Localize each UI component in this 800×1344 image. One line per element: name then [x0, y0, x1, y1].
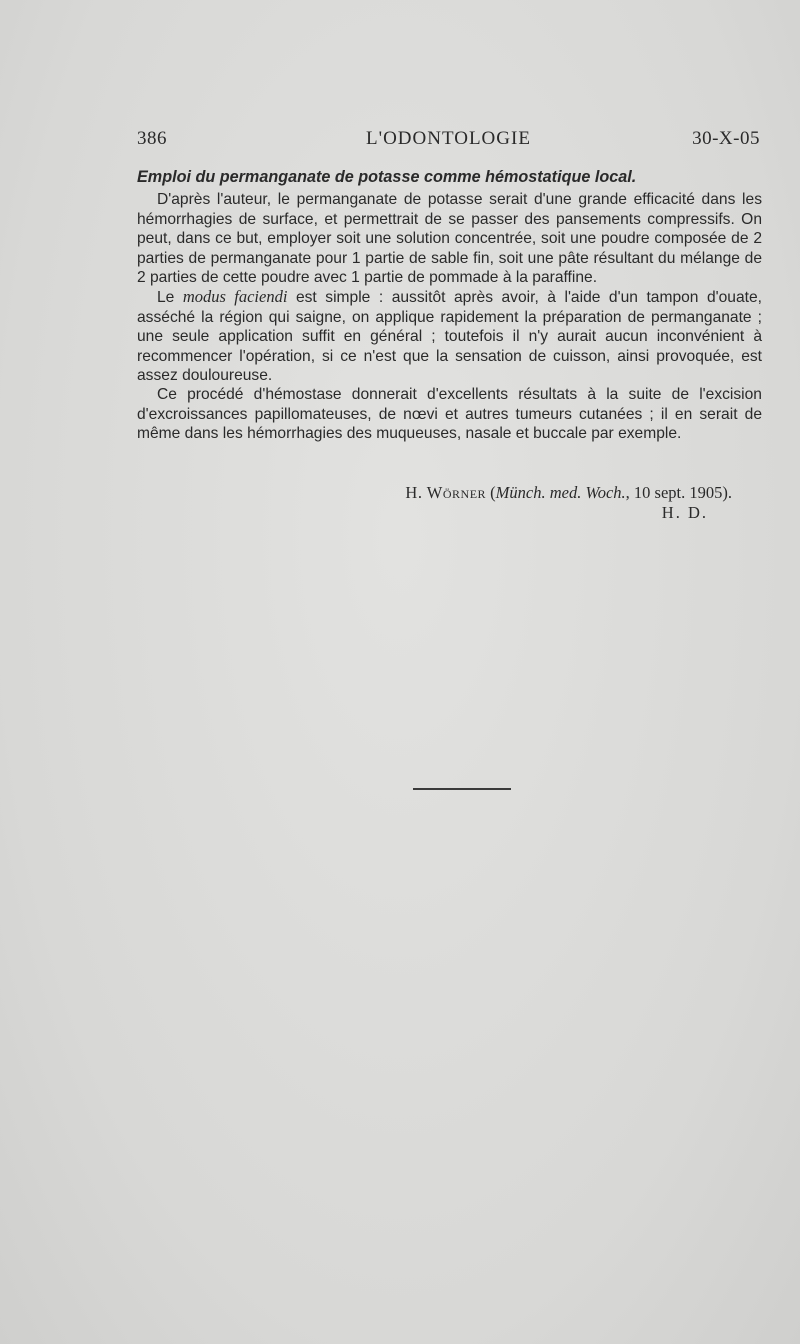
page-number: 386 — [137, 128, 167, 149]
issue-date: 30-X-05 — [692, 128, 760, 149]
paragraph-3: Ce procédé d'hémostase donnerait d'excellents résultats à la suite de l'excision d'excroissances papillomateuses, de nœvi et autres tumeurs cutanées ; il en serait de même dans les hémorrhagies des muqueuses, nasale et buccale par exemple. — [137, 386, 762, 443]
paragraph-2-italic: modus faciendi — [182, 287, 288, 307]
article-title: Emploi du permanganate de potasse comme hémostatique local. — [137, 168, 637, 186]
signature-line — [137, 483, 732, 503]
translator-initials: H. D. — [661, 503, 708, 522]
reference-date: , 10 sept. 1905). — [625, 483, 732, 502]
journal-reference: Münch. med. Woch. — [495, 483, 626, 502]
paragraph-2-prefix: Le — [157, 289, 183, 307]
journal-title: L'ODONTOLOGIE — [366, 128, 531, 149]
section-divider — [413, 788, 511, 790]
running-head — [137, 128, 760, 158]
article — [137, 168, 762, 444]
paragraph-1: D'après l'auteur, le permanganate de potasse serait d'une grande efficacité dans les hémorrhagies de surface, et permettrait de se passer des pansements compressifs. On peut, dans ce but, employer soit une solution concentrée, soit une poudre composée de 2 parties de permanganate pour 1 partie de sable fin, soit une pâte résultant du mélange de 2 parties de cette poudre avec 1 partie de pommade à la paraffine. — [137, 191, 762, 287]
signature-open: ( — [486, 483, 496, 502]
paragraph-2 — [137, 287, 762, 385]
paragraph-2-rest: est simple : aussitôt après avoir, à l'aide d'un tampon d'ouate, asséché la région qui saigne, on applique rapidement la préparation de permanganate ; une seule application suffit en général ; toutefois il n'y aurait aucun inconvénient à recommencer l'opération, si ce n'est que la sensation de cuisson, ainsi provoquée, est assez douloureuse. — [137, 289, 762, 385]
author: H. Wörner — [405, 483, 487, 502]
